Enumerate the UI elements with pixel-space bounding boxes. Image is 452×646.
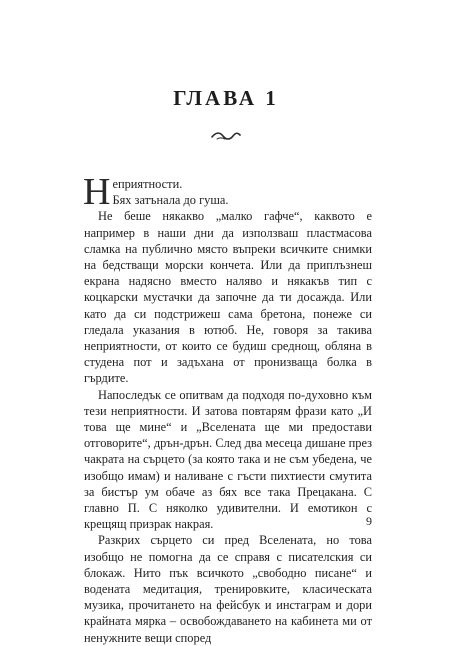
chapter-body [83, 171, 372, 646]
paragraph: Бях затънала до гуша. [112, 193, 229, 208]
chapter-title: ГЛАВА 1 [173, 86, 279, 110]
paragraph: Разкрих сърцето си пред Вселената, но това изобщо не помогна да се справя с писателския си блокаж. Нито пък всичкото „свободно писане“ и водената медитация, тренировките, класическата музика, прочитането на фейсбук и инстаграм и дори крайната мярка – освобождаването на кабинета ми от ненужните вещи според [84, 533, 372, 645]
paragraph-text: еприятности. [112, 177, 183, 191]
swash-ornament-icon [211, 130, 241, 142]
drop-cap: Н [83, 171, 111, 213]
paragraph: Напоследък се опитвам да подходя по-духовно към тези неприятности. И затова повтарям фрази като „И това ще мине“ и „Вселената ще ми предостави отговорите“, дрън-дрън. След два месеца дишане през чакрата на сърцето (за която така и не съм убедена, че изобщо имам) и наливане с гъсти пихтиести смутита за бистър ум обаче аз бях все така Прецакана. С главно П. С няколко удивителни. И емотикон с крещящ призрак накрая. [84, 387, 372, 532]
paragraph: Не беше някакво „малко гафче“, каквото е например в наши дни да използваш пластмасова сламка на публично място въпреки всичките снимки на бедстващи морски кончета. Или да приплъзнеш екрана надясно вместо наляво и някакъв тип с коцкарски мустачки да започне да ти досажда. Или като да си подстрижеш сама бретона, понеже си гледала указания в ютюб. Не, говоря за такива неприятности, от които се будиш среднощ, обляна в студена пот и задъхана от пронизваща болка в гърдите. [84, 209, 372, 386]
page-number-text: 9 [366, 514, 372, 528]
